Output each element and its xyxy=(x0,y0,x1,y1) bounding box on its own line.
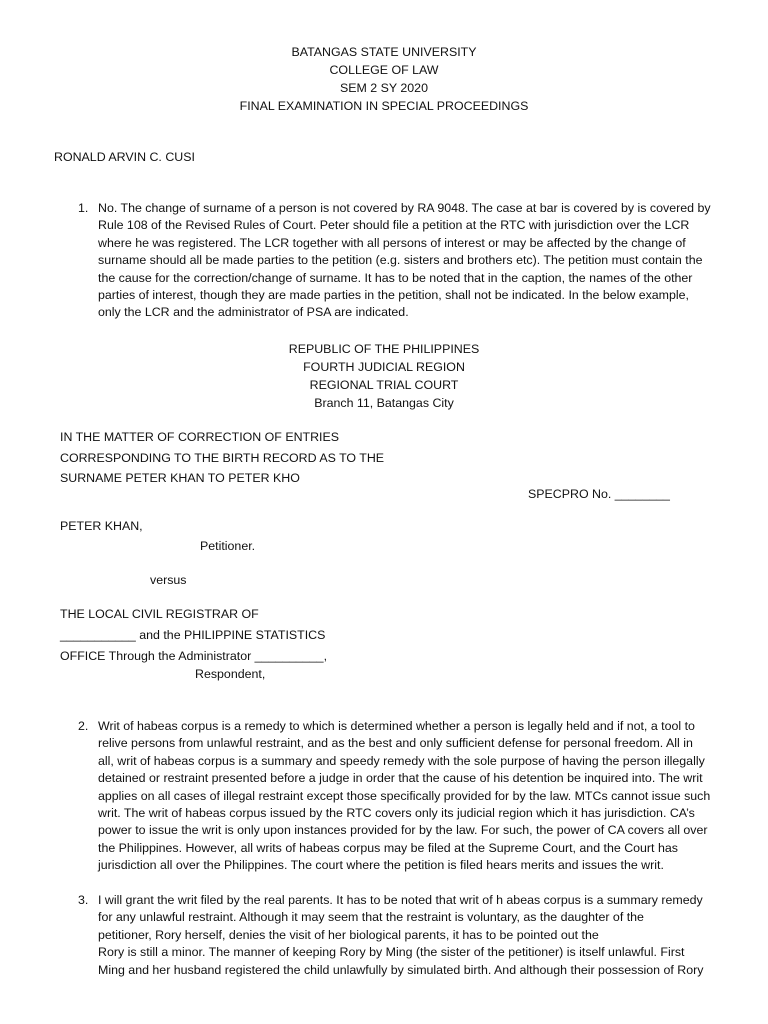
caption-title-line: CORRESPONDING TO THE BIRTH RECORD AS TO THE xyxy=(60,450,385,465)
answer-line: surname should all be made parties to the petition (e.g. sisters and brothers etc). The petition must contain the xyxy=(98,253,703,268)
university-name: BATANGAS STATE UNIVERSITY xyxy=(291,45,477,59)
exam-header xyxy=(0,43,768,115)
caption-title-line: IN THE MATTER OF CORRECTION OF ENTRIES xyxy=(60,430,340,444)
court-heading xyxy=(0,340,768,412)
answer-line: relive persons from unlawful restraint, and as the best and only sufficient defense for personal freedom. All in xyxy=(98,736,693,751)
case-caption-title xyxy=(60,427,384,489)
answer-line: Ming and her husband registered the child unlawfully by simulated birth. And although their possession of Rory xyxy=(98,962,704,977)
answer-line: detained or restraint presented before a judge in order that the cause of his detention be inquired into. The writ xyxy=(98,771,703,786)
answer-number: 1. xyxy=(78,201,89,215)
answer-number: 3. xyxy=(78,893,89,907)
answer-line: for any unlawful restraint. Although it may seem that the restraint is voluntary, as the daughter of the xyxy=(98,910,644,925)
answer-line: jurisdiction all over the Philippines. The court where the petition is filed hears merits and issues the writ. xyxy=(98,858,664,873)
court-branch: Branch 11, Batangas City xyxy=(314,396,454,410)
respondent-line: THE LOCAL CIVIL REGISTRAR OF xyxy=(60,607,259,621)
versus-label: versus xyxy=(150,573,187,587)
answer-text xyxy=(98,200,730,322)
answer-line: where he was registered. The LCR together with all persons of interest or may be affected by the change of xyxy=(98,235,686,250)
author-name: RONALD ARVIN C. CUSI xyxy=(54,150,195,164)
answer-text xyxy=(98,892,730,979)
court-region: FOURTH JUDICIAL REGION xyxy=(303,360,465,374)
answer-number: 2. xyxy=(78,719,89,733)
respondent-line: ___________ and the PHILIPPINE STATISTICS xyxy=(60,628,326,642)
semester: SEM 2 SY 2020 xyxy=(340,81,428,95)
court-name: REGIONAL TRIAL COURT xyxy=(309,378,459,392)
answer-line: writ. The writ of habeas corpus issued by the RTC covers only its judicial region which it has jurisdiction. CA’s xyxy=(98,806,695,821)
answer-line: power to issue the writ is only upon instances provided for by the law. For such, the power of CA covers all over xyxy=(98,823,708,838)
answer-line: petitioner, Rory herself, denies the visit of her biological parents, it has to be pointed out the xyxy=(98,927,599,942)
answer-line: all, writ of habeas corpus is a summary and speedy remedy with the sole purpose of having the person illegally xyxy=(98,753,705,768)
answer-line: the cause for the correction/change of surname. It has to be noted that in the caption, the names of the other xyxy=(98,270,693,285)
answer-text xyxy=(98,718,730,875)
answer-1 xyxy=(78,200,730,322)
college-name: COLLEGE OF LAW xyxy=(329,63,439,77)
petitioner-name: PETER KHAN, xyxy=(60,519,143,533)
petitioner-role: Petitioner. xyxy=(200,539,256,553)
answer-2 xyxy=(78,718,730,875)
answer-line: the Philippines. However, all writs of habeas corpus may be filed at the Supreme Court, and the Court has xyxy=(98,840,678,855)
exam-title: FINAL EXAMINATION IN SPECIAL PROCEEDINGS xyxy=(239,99,529,113)
respondent-line: OFFICE Through the Administrator __________, xyxy=(60,649,328,663)
answer-line: No. The change of surname of a person is not covered by RA 9048. The case at bar is covered by is covered by xyxy=(98,201,711,215)
respondent-role: Respondent, xyxy=(195,667,266,681)
answer-3 xyxy=(78,892,730,979)
court-republic: REPUBLIC OF THE PHILIPPINES xyxy=(288,342,480,356)
specpro-number: SPECPRO No. ________ xyxy=(528,487,670,501)
answer-line: only the LCR and the administrator of PSA are indicated. xyxy=(98,305,409,320)
answer-line: applies on all cases of illegal restraint except those specifically provided for by the law. MTCs cannot issue such xyxy=(98,788,711,803)
answer-line: Rule 108 of the Revised Rules of Court. Peter should file a petition at the RTC with jurisdiction over the LCR xyxy=(98,218,690,233)
answer-line: I will grant the writ filed by the real parents. It has to be noted that writ of h abeas corpus is a summary remedy xyxy=(98,893,703,907)
answer-line: Writ of habeas corpus is a remedy to which is determined whether a person is legally held and if not, a tool to xyxy=(98,719,695,733)
answer-line: parties of interest, though they are made parties in the petition, shall not be indicated. In the below example, xyxy=(98,288,689,303)
caption-title-line: SURNAME PETER KHAN TO PETER KHO xyxy=(60,471,300,485)
answer-line: Rory is still a minor. The manner of keeping Rory by Ming (the sister of the petitioner) is itself unlawful. First xyxy=(98,945,685,960)
